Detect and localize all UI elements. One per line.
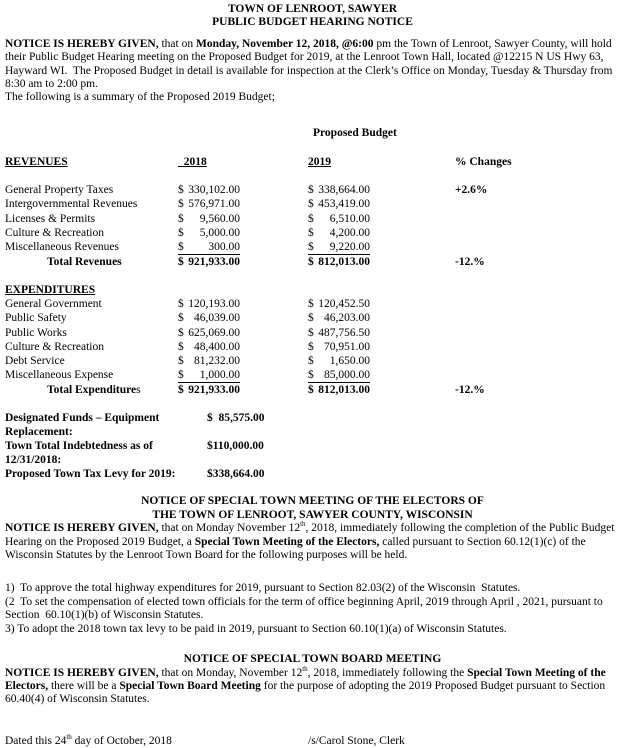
dollar-sign: $ — [178, 184, 184, 197]
dollar-sign: $ — [308, 298, 314, 311]
tax-levy-line: Proposed Town Tax Levy for 2019: $338,664.00 — [5, 468, 265, 481]
clerk-signature: /s/Carol Stone, Clerk — [308, 734, 405, 747]
superscript-th: th — [302, 664, 308, 673]
dollar-sign: $ — [308, 326, 314, 339]
table-row: Public Works $ 625,069.00 $ 487,756.50 — [5, 326, 370, 339]
dollar-sign: $ — [308, 198, 314, 211]
revenues-table — [5, 183, 620, 269]
dollar-sign: $ — [178, 240, 184, 253]
table-row: Licenses & Permits $ 9,560.00 $ 6,510.00 — [5, 212, 370, 225]
electors-meeting-paragraph: NOTICE IS HEREBY GIVEN, that on Monday November 12th, 2018, immediately following the completion of the Public Budget Hearing on the Proposed 2019 Budget, a Special Town Meeting of the Electors, called pursuant to Section 60.12(1)(c) of the Wisconsin Statutes by the Lenroot Town Board for the following purposes will be held. — [5, 520, 618, 562]
dollar-sign: $ — [178, 368, 184, 381]
dollar-sign: $ — [308, 340, 314, 353]
col-header-revenues: REVENUES — [5, 156, 68, 169]
superscript-th: th — [66, 732, 72, 741]
dollar-sign: $ — [178, 298, 184, 311]
expenditures-table — [5, 297, 620, 397]
table-row: General Government $ 120,193.00 $ 120,452.50 — [5, 298, 370, 311]
dollar-sign: $ — [308, 255, 314, 268]
dollar-sign: $ — [308, 383, 314, 396]
board-meeting-paragraph: NOTICE IS HEREBY GIVEN, that on Monday, November 12th, 2018, immediately following the Special Town Meeting of the Electors, there will be a Special Town Board Meeting for the purpose of adopting the 2019 Proposed Budget pursuant to Section 60.40(4) of Wisconsin Statutes. — [5, 664, 609, 706]
dollar-sign: $ — [308, 312, 314, 325]
dollar-sign: $ — [308, 368, 314, 381]
pct-change-value: -12.% — [455, 255, 485, 268]
dollar-sign: $ — [308, 184, 314, 197]
intro-notice-given: NOTICE IS HEREBY GIVEN, — [5, 37, 159, 50]
dollar-sign: $ — [178, 326, 184, 339]
dollar-sign: $ — [178, 312, 184, 325]
doc-title-line-1: TOWN OF LENROOT, SAWYER — [227, 3, 398, 15]
pct-change-value: -12.% — [455, 383, 485, 396]
col-header-2018: 2018 — [178, 156, 207, 169]
dollar-sign: $ — [308, 240, 314, 253]
col-header-pct-changes: % Changes — [455, 156, 512, 169]
dollar-sign: $ — [178, 226, 184, 239]
electors-meeting-heading-line-1: NOTICE OF SPECIAL TOWN MEETING OF THE ELECTORS OF — [141, 495, 484, 508]
board-meeting-heading: NOTICE OF SPECIAL TOWN BOARD MEETING — [183, 653, 442, 666]
col-header-2019: 2019 — [308, 156, 331, 169]
total-expenditures-row: Total Expenditures $ 921,933.00 $ 812,013.00 -12.% — [47, 383, 485, 396]
total-revenues-row: Total Revenues $ 921,933.00 $ 812,013.00 -12.% — [47, 255, 485, 268]
intro-summary-line: The following is a summary of the Proposed 2019 Budget; — [5, 91, 275, 104]
dollar-sign: $ — [178, 255, 184, 268]
dollar-sign: $ — [178, 340, 184, 353]
footer-line — [5, 732, 620, 748]
table-row: Culture & Recreation $ 48,400.00 $ 70,951.00 — [5, 340, 370, 353]
table-row: Miscellaneous Expense $ 1,000.00 $ 85,000.00 — [5, 368, 620, 383]
dollar-sign: $ — [308, 226, 314, 239]
electors-meeting-items — [5, 582, 620, 636]
dollar-sign: $ — [178, 354, 184, 367]
intro-paragraph — [5, 38, 620, 92]
indebtedness-line: Town Total Indebtedness as of 12/31/2018: $110,000.00 — [5, 440, 264, 467]
intro-text: that on — [158, 37, 196, 50]
budget-table-header — [5, 155, 620, 169]
table-row: Intergovernmental Revenues $ 576,971.00 $ 453,419.00 — [5, 198, 370, 211]
expenditures-heading: EXPENDITURES — [5, 283, 96, 296]
dollar-sign: $ — [178, 198, 184, 211]
dollar-sign: $ — [308, 212, 314, 225]
table-row: Debt Service $ 81,232.00 $ 1,650.00 — [5, 354, 370, 367]
designated-funds-line: Designated Funds – Equipment Replacement: $ 85,575.00 — [5, 411, 265, 439]
superscript-th: th — [300, 520, 306, 529]
table-row: Public Safety $ 46,039.00 $ 46,203.00 — [5, 312, 370, 325]
dollar-sign: $ — [178, 212, 184, 225]
table-row: General Property Taxes $ 330,102.00 $ 338,664.00 +2.6% — [5, 184, 488, 197]
list-item: (2 To set the compensation of elected town officials for the term of office beginning April, 2019 through April , 2021, pursuant to Section 60.10(1)(b) of Wisconsin Statutes. — [5, 595, 606, 622]
doc-title-line-2: PUBLIC BUDGET HEARING NOTICE — [212, 16, 413, 29]
dollar-sign: $ — [308, 354, 314, 367]
proposed-budget-heading: Proposed Budget — [313, 126, 397, 139]
dated-line: Dated this 24th day of October, 2018 — [5, 732, 172, 747]
table-row: Miscellaneous Revenues $ 300.00 $ 9,220.00 — [5, 240, 620, 255]
electors-meeting-heading-line-2: THE TOWN OF LENROOT, SAWYER COUNTY, WISCONSIN — [152, 508, 473, 521]
dollar-sign: $ — [178, 383, 184, 396]
intro-date-time: Monday, November 12, 2018, @6:00 — [195, 37, 374, 50]
pct-change-value: +2.6% — [455, 184, 488, 197]
list-item: 1) To approve the total highway expenditures for 2019, pursuant to Section 82.03(2) of the Wisconsin Statutes. — [5, 582, 521, 595]
list-item: 3) To adopt the 2018 town tax levy to be paid in 2019, pursuant to Section 60.10(1)(a) of Wisconsin Statutes. — [5, 622, 507, 635]
table-row: Culture & Recreation $ 5,000.00 $ 4,200.00 — [5, 226, 370, 239]
intro-body: pm the Town of Lenroot, Sawyer County, will hold their Public Budget Hearing meeting on the Proposed Budget for 2019, at the Lenroot Town Hall, located @12215 N US Hwy 63, Hayward WI. The Proposed Budget in detail is available for inspection at the Clerk’s Office on Monday, Tuesday & Thursday from 8:30 am to 2:00 pm. — [5, 37, 616, 91]
summary-block — [5, 411, 620, 481]
